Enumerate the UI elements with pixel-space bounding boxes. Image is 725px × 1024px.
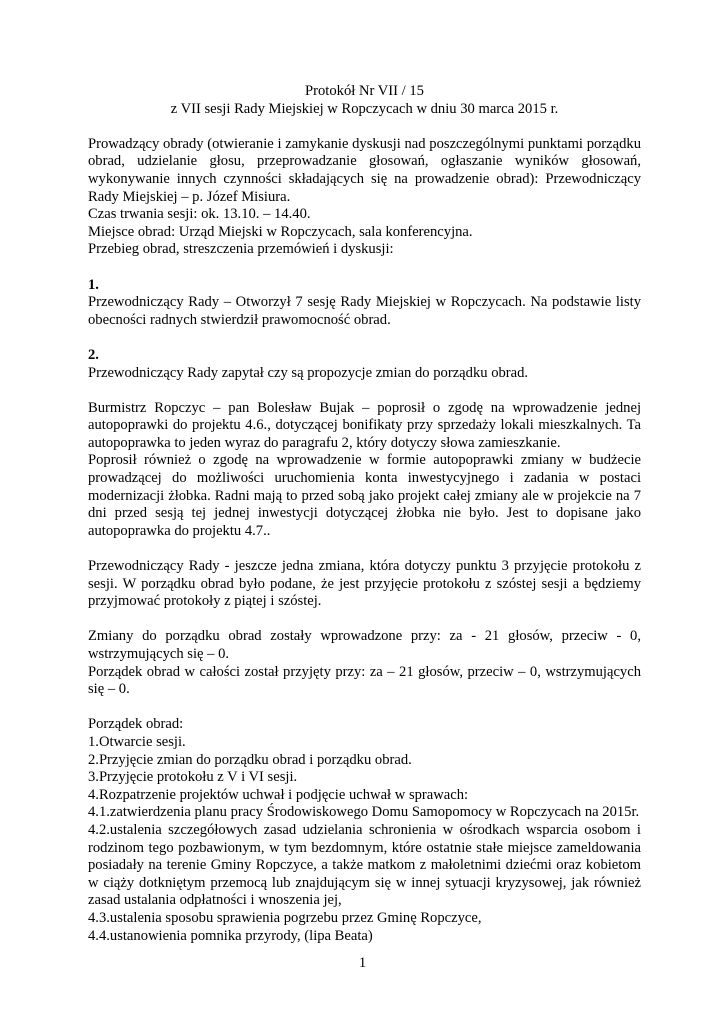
page-number: 1 [358, 955, 367, 971]
mayor-paragraph-2: Poprosił również o zgodę na wprowadzenie w formie autopoprawki zmiany w budżecie prowadzącej do możliwości uruchomienia konta inwestycyjnego i zadania w postaci modernizacji żłobka. Radni mają to przed sobą jako projekt całej zmiany ale w projekcie na 7 dni przed sesją tej jednej inwestycji dotyczącej żłobka nie było. Jest to dopisane jako autopoprawka do projektu 4.7.. [88, 452, 641, 539]
chair-change-paragraph: Przewodniczący Rady - jeszcze jedna zmiana, która dotyczy punktu 3 przyjęcie protokołu z sesji. W porządku obrad było podane, że jest przyjęcie protokołu z szóstej sesji a będziemy przyjmować protokoły z piątej i szóstej. [88, 558, 641, 610]
section-1-number: 1. [88, 276, 99, 293]
vote-changes-paragraph: Zmiany do porządku obrad zostały wprowadzone przy: za - 21 głosów, przeciw - 0, wstrzymujących się – 0. [88, 628, 641, 662]
agenda-item-4-1: 4.1.zatwierdzenia planu pracy Środowiskowego Domu Samopomocy w Ropczycach na 2015r. [88, 804, 640, 821]
chair-paragraph: Prowadzący obrady (otwieranie i zamykanie dyskusji nad poszczególnymi punktami porządku obrad, udzielanie głosu, przeprowadzanie głosowań, ogłaszanie wyników głosowań, wykonywanie innych czynności składających się na prowadzenie obrad): Przewodniczący Rady Miejskiej – p. Józef Misiura. [88, 135, 641, 205]
agenda-item-3: 3.Przyjęcie protokołu z V i VI sesji. [88, 769, 298, 786]
agenda-item-1: 1.Otwarcie sesji. [88, 733, 186, 750]
agenda-item-4: 4.Rozpatrzenie projektów uchwał i podjęcie uchwał w sprawach: [88, 786, 469, 803]
duration-line: Czas trwania sesji: ok. 13.10. – 14.40. [88, 206, 311, 223]
section-1-text: Przewodniczący Rady – Otworzył 7 sesję Rady Miejskiej w Ropczycach. Na podstawie listy obecności radnych stwierdził prawomocność obrad. [88, 294, 641, 328]
vote-agenda-paragraph: Porządek obrad w całości został przyjęty przy: za – 21 głosów, przeciw – 0, wstrzymujących się – 0. [88, 663, 641, 698]
section-2-number: 2. [88, 346, 99, 363]
document-page [88, 83, 641, 945]
place-line: Miejsce obrad: Urząd Miejski w Ropczycach, sala konferencyjna. [88, 223, 473, 240]
agenda-item-4-4: 4.4.ustanowienia pomnika przyrody, (lipa Beata) [88, 927, 373, 944]
agenda-heading: Porządek obrad: [88, 716, 184, 733]
protocol-title: Protokół Nr VII / 15 [305, 83, 424, 99]
agenda-item-4-3: 4.3.ustalenia sposobu sprawienia pogrzebu przez Gminę Ropczyce, [88, 909, 482, 926]
protocol-subtitle: z VII sesji Rady Miejskiej w Ropczycach w dniu 30 marca 2015 r. [170, 100, 559, 117]
course-line: Przebieg obrad, streszczenia przemówień i dyskusji: [88, 241, 394, 258]
agenda-item-4-2: 4.2.ustalenia szczegółowych zasad udzielania schronienia w ośrodkach wsparcia osobom i rodzinom tego pozbawionym, w tym bezdomnym, które ostatnie stałe miejsce zameldowania posiadały na terenie Gminy Ropczyce, a także matkom z małoletnimi dziećmi oraz kobietom w ciąży dotkniętym przemocą lub znajdującym się w innej sytuacji kryzysowej, jak również zasad ustalania odpłatności i wnoszenia jej, [88, 821, 641, 909]
section-2-text: Przewodniczący Rady zapytał czy są propozycje zmian do porządku obrad. [88, 364, 529, 381]
mayor-paragraph: Burmistrz Ropczyc – pan Bolesław Bujak – poprosił o zgodę na wprowadzenie jednej autopoprawki do projektu 4.6., dotyczącej bonifikaty przy sprzedaży lokali mieszkalnych. Ta autopoprawka to jeden wyraz do paragrafu 2, który dotyczy słowa zamieszkanie. [88, 399, 641, 451]
agenda-item-2: 2.Przyjęcie zmian do porządku obrad i porządku obrad. [88, 751, 412, 768]
